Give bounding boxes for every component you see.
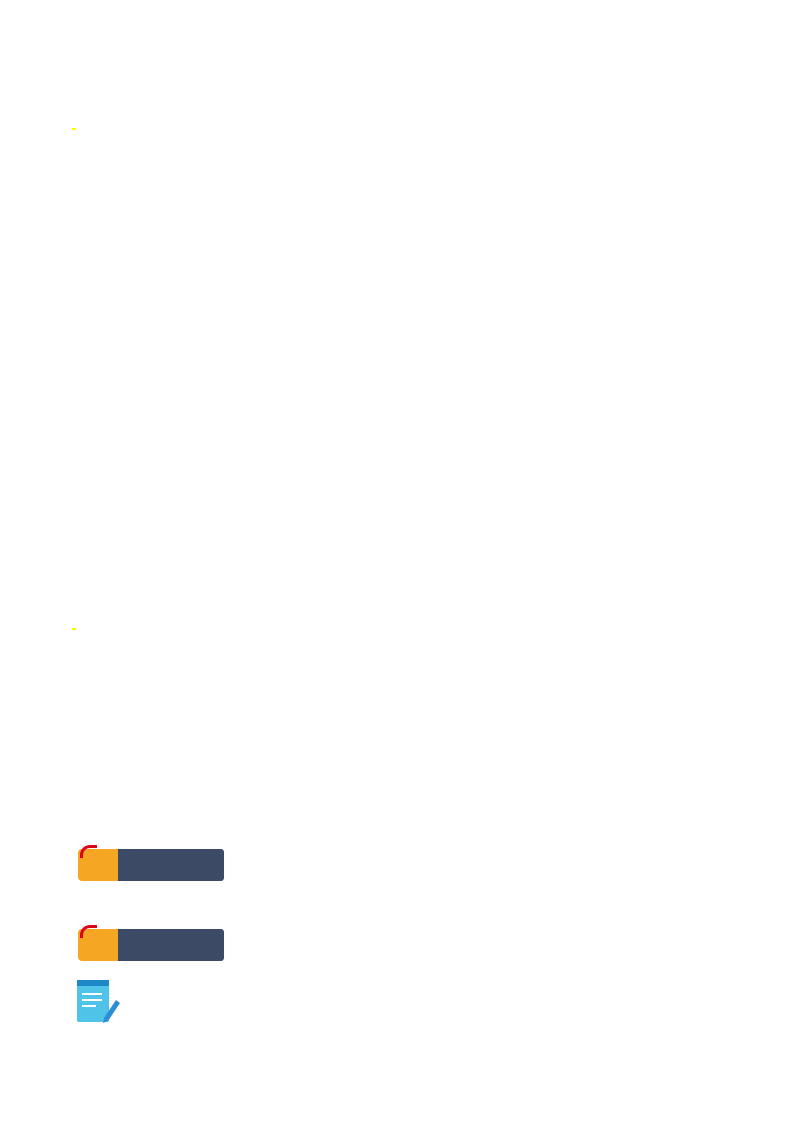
badge-curl-icon [80, 925, 97, 938]
badge-curl-icon [80, 845, 97, 858]
notepad-icon [76, 978, 120, 1028]
badge-label [118, 849, 224, 881]
badge-explore [78, 925, 228, 965]
badge-label [118, 929, 224, 961]
badge-knowledge-list [78, 845, 228, 885]
section-title-vocab [72, 128, 76, 130]
section-title-sentences [72, 628, 76, 630]
